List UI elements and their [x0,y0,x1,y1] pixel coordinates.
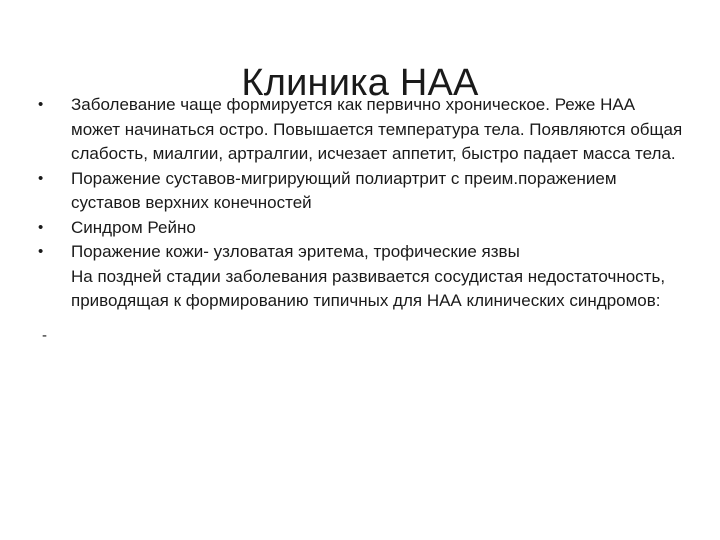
bullet-list [36,93,686,348]
dash-marker: - [42,326,47,344]
slide-title: Клиника НАА [241,62,479,105]
bullet-text: Поражение суставов-мигрирующий полиартрит с преим.поражением суставов верхних конечностей [71,168,617,212]
continuation-paragraph [36,265,686,314]
trailing-item [36,324,686,349]
bullet-marker: • [38,218,44,236]
bullet-marker: • [38,243,44,260]
bullet-item [36,167,686,216]
bullet-text: Поражение кожи- узловатая эритема, трофические язвы [71,242,520,261]
bullet-marker: • [38,169,44,187]
bullet-text: Синдром Рейно [71,217,196,237]
continuation-text: На поздней стадии заболевания развивается сосудистая недостаточность, приводящая к формированию типичных для НАА клинических синдромов: [71,266,666,310]
bullet-item [36,216,686,241]
bullet-text: Заболевание чаще формируется как первично хроническое. Реже НАА может начинаться остро. Повышается температура тела. Появляются общая слабость, миалгии, артралгии, исчезает аппетит, быстро падает масса тела. [71,95,683,163]
bullet-item [36,93,686,167]
bullet-marker: • [38,96,44,113]
bullet-item [36,240,686,265]
